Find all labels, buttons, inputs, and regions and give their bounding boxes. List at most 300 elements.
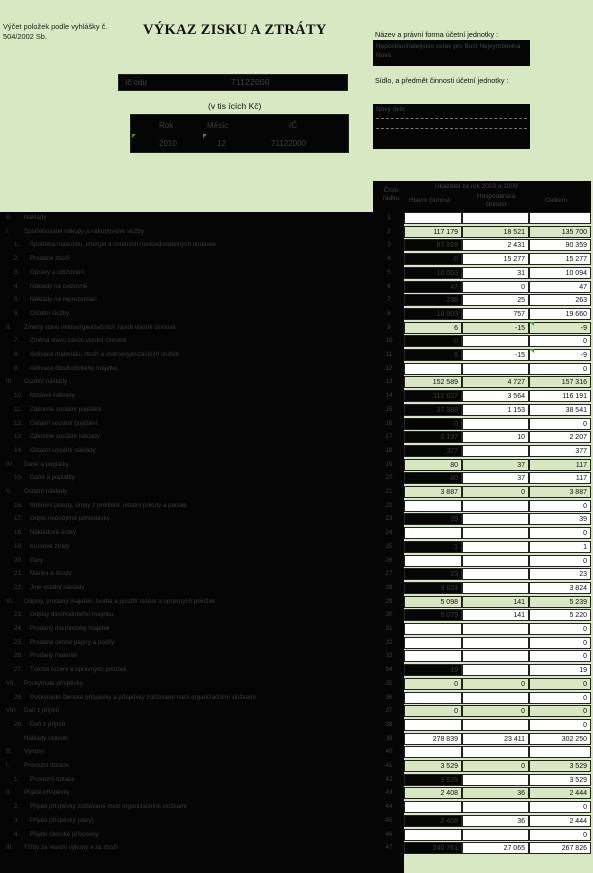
cell-total[interactable]: 5 239 <box>529 596 591 608</box>
table-row <box>0 829 593 842</box>
cell-main-activity[interactable]: 37 388 <box>404 404 462 416</box>
row-line-number: 8 <box>387 309 391 317</box>
row-label: Přijaté příspěvky <box>24 789 70 797</box>
cell-economic-activity[interactable] <box>462 500 529 512</box>
cell-economic-activity[interactable]: -15 <box>462 322 529 334</box>
row-number: 28. <box>14 693 23 701</box>
table-row <box>0 801 593 814</box>
cell-main-activity[interactable]: 238 <box>404 294 462 306</box>
table-row <box>0 459 593 472</box>
cell-total[interactable]: 135 700 <box>529 226 591 238</box>
cell-main-activity[interactable]: 0 <box>404 335 462 347</box>
cell-total[interactable]: 157 316 <box>529 376 591 388</box>
row-number: III. <box>6 844 13 852</box>
row-number: I. <box>6 227 10 235</box>
cell-main-activity[interactable]: 23 <box>404 568 462 580</box>
row-label: Prodané cenné papíry a podíly <box>30 638 115 646</box>
row-line-number: 20 <box>385 474 393 482</box>
cell-economic-activity[interactable] <box>462 637 529 649</box>
table-row <box>0 842 593 855</box>
cell-main-activity[interactable]: 0 <box>404 253 462 265</box>
cell-economic-activity[interactable] <box>462 418 529 430</box>
cell-economic-activity[interactable]: 27 065 <box>462 842 529 854</box>
row-label: Ostatní sociální pojištění <box>30 419 98 427</box>
table-row <box>0 267 593 280</box>
col-economic-activity: Hospodářská činnost <box>476 193 516 208</box>
row-number: V. <box>6 488 12 495</box>
regulation-note: Výčet položek podle vyhlášky č. 504/2002 Sb. <box>3 22 108 41</box>
row-line-number: 24 <box>385 529 393 537</box>
table-row <box>0 376 593 389</box>
cell-economic-activity[interactable]: 10 <box>462 431 529 443</box>
row-number: VIII. <box>6 707 18 715</box>
period-year-label: Rok <box>159 121 174 130</box>
cell-total[interactable]: 19 660 <box>529 308 591 320</box>
cell-economic-activity[interactable] <box>462 541 529 553</box>
cell-total[interactable]: 116 191 <box>529 390 591 402</box>
row-line-number: 30 <box>385 611 393 619</box>
cell-total[interactable]: 0 <box>529 692 591 704</box>
row-line-number: 26 <box>385 556 393 564</box>
cell-economic-activity[interactable] <box>462 692 529 704</box>
cell-economic-activity[interactable]: 36 <box>462 787 529 799</box>
row-number: 19. <box>14 542 23 550</box>
cell-total[interactable]: 23 <box>529 568 591 580</box>
table-row <box>0 335 593 348</box>
cell-total[interactable]: 2 444 <box>529 787 591 799</box>
cell-economic-activity[interactable]: 1 153 <box>462 404 529 416</box>
cell-total[interactable]: 0 <box>529 637 591 649</box>
row-label: Jiné ostatní náklady <box>30 583 85 591</box>
row-line-number: 6 <box>387 282 391 290</box>
row-label: Daně a poplatky <box>30 474 75 482</box>
cell-economic-activity[interactable] <box>462 582 529 594</box>
row-line-number: 46 <box>385 830 393 838</box>
table-row <box>0 609 593 622</box>
cell-main-activity[interactable]: 3 824 <box>404 582 462 594</box>
cell-main-activity[interactable]: 3 887 <box>404 486 462 498</box>
table-row <box>0 431 593 444</box>
row-number: 24. <box>14 625 23 632</box>
cell-main-activity[interactable] <box>404 555 462 567</box>
row-label: Výnosy <box>24 748 45 756</box>
cell-total[interactable]: 0 <box>529 801 591 813</box>
cell-main-activity[interactable] <box>404 527 462 539</box>
row-label: Dary <box>30 556 44 564</box>
cell-economic-activity[interactable]: 2 431 <box>462 239 529 251</box>
table-row <box>0 281 593 294</box>
cell-main-activity[interactable]: 5 079 <box>404 609 462 621</box>
row-line-number: 25 <box>385 542 393 550</box>
cell-main-activity[interactable]: 39 <box>404 513 462 525</box>
table-row <box>0 692 593 705</box>
cell-economic-activity[interactable]: 757 <box>462 308 529 320</box>
cell-economic-activity[interactable] <box>462 623 529 635</box>
row-line-number: 18 <box>385 446 393 454</box>
row-label: Přijaté členské příspěvky <box>30 830 99 838</box>
table-row <box>0 390 593 403</box>
cell-total[interactable]: 15 277 <box>529 253 591 265</box>
table-row <box>0 212 593 225</box>
table-row <box>0 239 593 252</box>
cell-main-activity[interactable]: 47 <box>404 281 462 293</box>
cell-main-activity[interactable]: 87 928 <box>404 239 462 251</box>
row-line-number: 38 <box>385 720 393 728</box>
period-ic-label: IČ <box>289 121 297 130</box>
row-label: Daň z příjmů <box>24 707 60 715</box>
cell-main-activity[interactable]: 112 627 <box>404 390 462 402</box>
col-main-activity: Hlavní činnost <box>409 197 450 204</box>
cell-economic-activity[interactable]: 37 <box>462 472 529 484</box>
cell-total[interactable] <box>529 212 591 224</box>
row-line-number: 16 <box>385 419 393 427</box>
row-number: 4. <box>14 282 20 290</box>
row-number: VI. <box>6 597 14 605</box>
cell-main-activity[interactable] <box>404 212 462 224</box>
row-label: Odpisy dlouhodobého majetku <box>30 611 114 619</box>
row-label: Spotřeba materiálu, energie a ostatních neskladovatelných dodávek <box>30 241 217 249</box>
cell-economic-activity[interactable] <box>462 719 529 731</box>
ico-field[interactable] <box>118 74 348 91</box>
row-number: 1. <box>14 241 20 249</box>
table-row <box>0 253 593 266</box>
cell-total[interactable]: 0 <box>529 678 591 690</box>
comment-marker-icon <box>530 322 534 326</box>
cell-total[interactable]: 38 541 <box>529 404 591 416</box>
row-line-number: 27 <box>385 570 393 578</box>
cell-economic-activity[interactable]: 36 <box>462 815 529 827</box>
cell-main-activity[interactable]: 2 408 <box>404 815 462 827</box>
units-note: (v tis ících Kč) <box>208 101 262 111</box>
cell-economic-activity[interactable]: 25 <box>462 294 529 306</box>
cell-economic-activity[interactable]: 0 <box>462 678 529 690</box>
column-header <box>373 181 591 212</box>
cell-main-activity[interactable] <box>404 801 462 813</box>
row-label: Zákonné sociální náklady <box>30 433 100 441</box>
row-line-number: 42 <box>385 775 393 783</box>
row-number: 23. <box>14 611 23 619</box>
cell-economic-activity[interactable]: 3 564 <box>462 390 529 402</box>
cell-main-activity[interactable]: 6 <box>404 349 462 361</box>
cell-total[interactable]: 263 <box>529 294 591 306</box>
cell-main-activity[interactable]: 117 179 <box>404 226 462 238</box>
table-row <box>0 418 593 431</box>
row-line-number: 17 <box>385 433 393 441</box>
cell-total[interactable]: 0 <box>529 705 591 717</box>
cell-total[interactable]: 0 <box>529 418 591 430</box>
cell-main-activity[interactable] <box>404 650 462 662</box>
table-row <box>0 733 593 746</box>
table-row <box>0 541 593 554</box>
cell-total[interactable]: 0 <box>529 719 591 731</box>
dashed-divider <box>376 128 527 129</box>
table-row <box>0 774 593 787</box>
row-label: Zákonné sociální pojištění <box>30 405 102 413</box>
row-label: Odpis nedobytné pohledávky <box>30 515 110 523</box>
row-line-number: 37 <box>385 707 393 715</box>
row-label: Opravy a udržování <box>30 268 84 276</box>
cell-economic-activity[interactable]: 23 411 <box>462 733 529 745</box>
table-row <box>0 568 593 581</box>
period-month-value[interactable]: 12 <box>217 139 226 148</box>
table-row <box>0 815 593 828</box>
cell-total[interactable]: 47 <box>529 281 591 293</box>
cell-main-activity[interactable]: 240 761 <box>404 842 462 854</box>
cell-total[interactable]: 117 <box>529 472 591 484</box>
cell-economic-activity[interactable] <box>462 363 529 375</box>
period-ic-value[interactable]: 71122000 <box>271 139 306 148</box>
cell-total[interactable]: 0 <box>529 555 591 567</box>
cell-total[interactable]: 0 <box>529 623 591 635</box>
cell-economic-activity[interactable] <box>462 746 529 758</box>
cell-total[interactable]: 0 <box>529 527 591 539</box>
cell-main-activity[interactable] <box>404 719 462 731</box>
entity-seat-field[interactable] <box>373 104 530 149</box>
table-row <box>0 582 593 595</box>
cell-total[interactable]: 10 094 <box>529 267 591 279</box>
row-label: Manka a škody <box>30 570 72 578</box>
row-label: Náklady celkem <box>24 734 68 742</box>
row-number: 13. <box>14 433 23 441</box>
row-label: Ostatní sociální náklady <box>30 446 96 454</box>
row-number: 3. <box>14 268 20 276</box>
row-number: 3. <box>14 816 20 824</box>
entity-name-label: Název a právní forma účetní jednotky : <box>375 30 499 39</box>
cell-economic-activity[interactable]: 18 521 <box>462 226 529 238</box>
table-row <box>0 555 593 568</box>
table-row <box>0 705 593 718</box>
row-line-number: 43 <box>385 789 393 797</box>
row-label: Spotřebované nákupy a nakupované služby <box>24 227 145 235</box>
cell-main-activity[interactable]: 80 <box>404 459 462 471</box>
cell-main-activity[interactable]: 80 <box>404 472 462 484</box>
row-line-number: 33 <box>385 652 393 660</box>
cell-total[interactable]: 2 207 <box>529 431 591 443</box>
cell-economic-activity[interactable]: -15 <box>462 349 529 361</box>
row-label: Změna stavu zásob vlastní činnosti <box>30 337 127 345</box>
cell-total[interactable]: 377 <box>529 445 591 457</box>
cell-total[interactable]: 0 <box>529 363 591 375</box>
cell-main-activity[interactable]: 6 <box>404 322 462 334</box>
cell-total[interactable]: -9 <box>529 349 591 361</box>
cell-total[interactable]: 267 826 <box>529 842 591 854</box>
cell-main-activity[interactable]: 0 <box>404 678 462 690</box>
cell-economic-activity[interactable] <box>462 555 529 567</box>
period-month-label: Měsíc <box>207 121 229 130</box>
row-number: A. <box>6 214 12 221</box>
table-row <box>0 719 593 732</box>
row-label: Náklady na cestovné <box>30 282 88 290</box>
cell-main-activity[interactable]: 2 408 <box>404 787 462 799</box>
cell-economic-activity[interactable]: 141 <box>462 609 529 621</box>
row-line-number: 13 <box>385 378 393 386</box>
cell-total[interactable]: 19 <box>529 664 591 676</box>
cell-economic-activity[interactable] <box>462 829 529 841</box>
cell-economic-activity[interactable] <box>462 801 529 813</box>
cell-main-activity[interactable]: 377 <box>404 445 462 457</box>
cell-economic-activity[interactable] <box>462 650 529 662</box>
cell-total[interactable]: 3 887 <box>529 486 591 498</box>
row-line-number: 10 <box>385 337 393 345</box>
table-row <box>0 445 593 458</box>
cell-economic-activity[interactable]: 0 <box>462 281 529 293</box>
table-row <box>0 527 593 540</box>
cell-total[interactable]: 3 529 <box>529 774 591 786</box>
ico-value: 71122000 <box>231 78 270 87</box>
cell-economic-activity[interactable]: 4 727 <box>462 376 529 388</box>
row-line-number: 22 <box>385 501 393 509</box>
cell-total[interactable]: 3 824 <box>529 582 591 594</box>
cell-main-activity[interactable] <box>404 746 462 758</box>
cell-main-activity[interactable]: 278 839 <box>404 733 462 745</box>
table-row <box>0 226 593 239</box>
cell-main-activity[interactable]: 0 <box>404 418 462 430</box>
cell-total[interactable]: 0 <box>529 650 591 662</box>
cell-economic-activity[interactable] <box>462 212 529 224</box>
row-label: Prodaný dlouhodobý majetek <box>30 625 111 632</box>
row-number: B. <box>6 748 12 756</box>
cell-main-activity[interactable] <box>404 623 462 635</box>
cell-total[interactable]: 302 250 <box>529 733 591 745</box>
row-number: II. <box>6 789 12 797</box>
row-line-number: 44 <box>385 803 393 811</box>
cell-main-activity[interactable]: 2 197 <box>404 431 462 443</box>
cell-main-activity[interactable] <box>404 692 462 704</box>
page-title: VÝKAZ ZISKU A ZTRÁTY <box>143 22 327 38</box>
row-number: 17. <box>14 515 23 523</box>
col-line-number-header: Číslo řádku <box>382 187 400 202</box>
cell-main-activity[interactable]: 5 098 <box>404 596 462 608</box>
table-row <box>0 760 593 773</box>
comment-marker-icon <box>530 349 534 353</box>
row-line-number: 2 <box>387 227 391 235</box>
cell-economic-activity[interactable]: 141 <box>462 596 529 608</box>
cell-economic-activity[interactable]: 0 <box>462 486 529 498</box>
row-line-number: 7 <box>387 296 391 304</box>
table-row <box>0 650 593 663</box>
cell-main-activity[interactable] <box>404 500 462 512</box>
cell-economic-activity[interactable] <box>462 774 529 786</box>
row-label: Změny stavu vnitroorganizačních zásob vlastní činnosti <box>24 323 176 331</box>
cell-main-activity[interactable]: 10 063 <box>404 267 462 279</box>
cell-economic-activity[interactable]: 15 277 <box>462 253 529 265</box>
row-line-number: 47 <box>385 844 393 852</box>
cell-total[interactable]: 0 <box>529 829 591 841</box>
row-number: 26. <box>14 652 23 660</box>
cell-economic-activity[interactable] <box>462 445 529 457</box>
cell-total[interactable]: 39 <box>529 513 591 525</box>
cell-main-activity[interactable]: 1 <box>404 541 462 553</box>
cell-total[interactable]: 90 359 <box>529 239 591 251</box>
row-label: Aktivace materiálu, zboží a vnitroorganizačních služeb <box>30 351 179 358</box>
row-line-number: 9 <box>387 323 391 331</box>
table-row <box>0 664 593 677</box>
table-row <box>0 308 593 321</box>
row-number: 8. <box>14 351 20 358</box>
ico-label: Ič odu <box>125 78 147 87</box>
cell-main-activity[interactable] <box>404 637 462 649</box>
cell-main-activity[interactable] <box>404 829 462 841</box>
table-row <box>0 746 593 759</box>
row-label: Náklady na reprezentaci <box>30 296 97 304</box>
row-line-number: 34 <box>385 666 393 674</box>
row-line-number: 21 <box>385 488 393 495</box>
row-label: Ostatní náklady <box>24 488 67 495</box>
cell-economic-activity[interactable]: 37 <box>462 459 529 471</box>
period-year-value[interactable]: 2010 <box>159 139 177 148</box>
row-line-number: 29 <box>385 597 393 605</box>
row-label: Prodaný materiál <box>30 652 77 660</box>
cell-total[interactable]: 117 <box>529 459 591 471</box>
cell-main-activity[interactable]: 152 589 <box>404 376 462 388</box>
comment-marker-icon <box>203 134 207 138</box>
cell-main-activity[interactable]: 19 <box>404 664 462 676</box>
cell-economic-activity[interactable] <box>462 335 529 347</box>
row-number: 21. <box>14 570 23 578</box>
entity-name-field[interactable]: Neposlouchateljstvo ústav pro Bučí Nejvyrobitelná Nová <box>373 40 530 66</box>
row-number: III. <box>6 378 13 386</box>
cell-main-activity[interactable]: 18 903 <box>404 308 462 320</box>
cell-main-activity[interactable]: 3 529 <box>404 774 462 786</box>
row-label: Smluvní pokuty, úroky z prodlení, ostatní pokuty a penále <box>30 501 187 509</box>
period-box <box>130 114 349 153</box>
table-row <box>0 623 593 636</box>
row-number: 6. <box>14 309 20 317</box>
row-number: 1. <box>14 775 20 783</box>
cell-total[interactable]: -9 <box>529 322 591 334</box>
cell-economic-activity[interactable] <box>462 664 529 676</box>
row-line-number: 31 <box>385 625 393 632</box>
cell-economic-activity[interactable]: 0 <box>462 760 529 772</box>
cell-main-activity[interactable]: 3 529 <box>404 760 462 772</box>
cell-total[interactable]: 0 <box>529 500 591 512</box>
cell-total[interactable]: 0 <box>529 335 591 347</box>
row-label: Prodané zboží <box>30 255 70 263</box>
row-label: Daň z příjmů <box>30 720 66 728</box>
cell-total[interactable]: 5 220 <box>529 609 591 621</box>
row-line-number: 23 <box>385 515 393 523</box>
cell-total[interactable]: 2 444 <box>529 815 591 827</box>
cell-economic-activity[interactable] <box>462 513 529 525</box>
row-label: Tvorba rezerv a opravných položek <box>30 666 127 674</box>
row-label: Aktivace dlouhodobého majetku <box>30 364 118 372</box>
row-number: 29. <box>14 720 23 728</box>
row-number: 2. <box>14 803 20 811</box>
row-line-number: 32 <box>385 638 393 646</box>
row-line-number: 5 <box>387 268 391 276</box>
table-row <box>0 637 593 650</box>
table-row <box>0 500 593 513</box>
cell-total[interactable]: 3 529 <box>529 760 591 772</box>
row-line-number: 11 <box>385 351 393 358</box>
row-line-number: 14 <box>385 392 393 400</box>
row-number: 14. <box>14 446 23 454</box>
cell-economic-activity[interactable] <box>462 527 529 539</box>
cell-main-activity[interactable] <box>404 363 462 375</box>
row-line-number: 4 <box>387 255 391 263</box>
cell-total[interactable]: 1 <box>529 541 591 553</box>
entity-seat-label: Sídlo, a předmět činnosti účetní jednotky : <box>375 76 509 85</box>
cell-total[interactable] <box>529 746 591 758</box>
row-line-number: 39 <box>385 734 393 742</box>
row-number: 9. <box>14 364 20 372</box>
cell-economic-activity[interactable]: 31 <box>462 267 529 279</box>
cell-economic-activity[interactable] <box>462 568 529 580</box>
cell-economic-activity[interactable]: 0 <box>462 705 529 717</box>
cell-main-activity[interactable]: 0 <box>404 705 462 717</box>
table-row <box>0 472 593 485</box>
row-number: 7. <box>14 337 20 345</box>
